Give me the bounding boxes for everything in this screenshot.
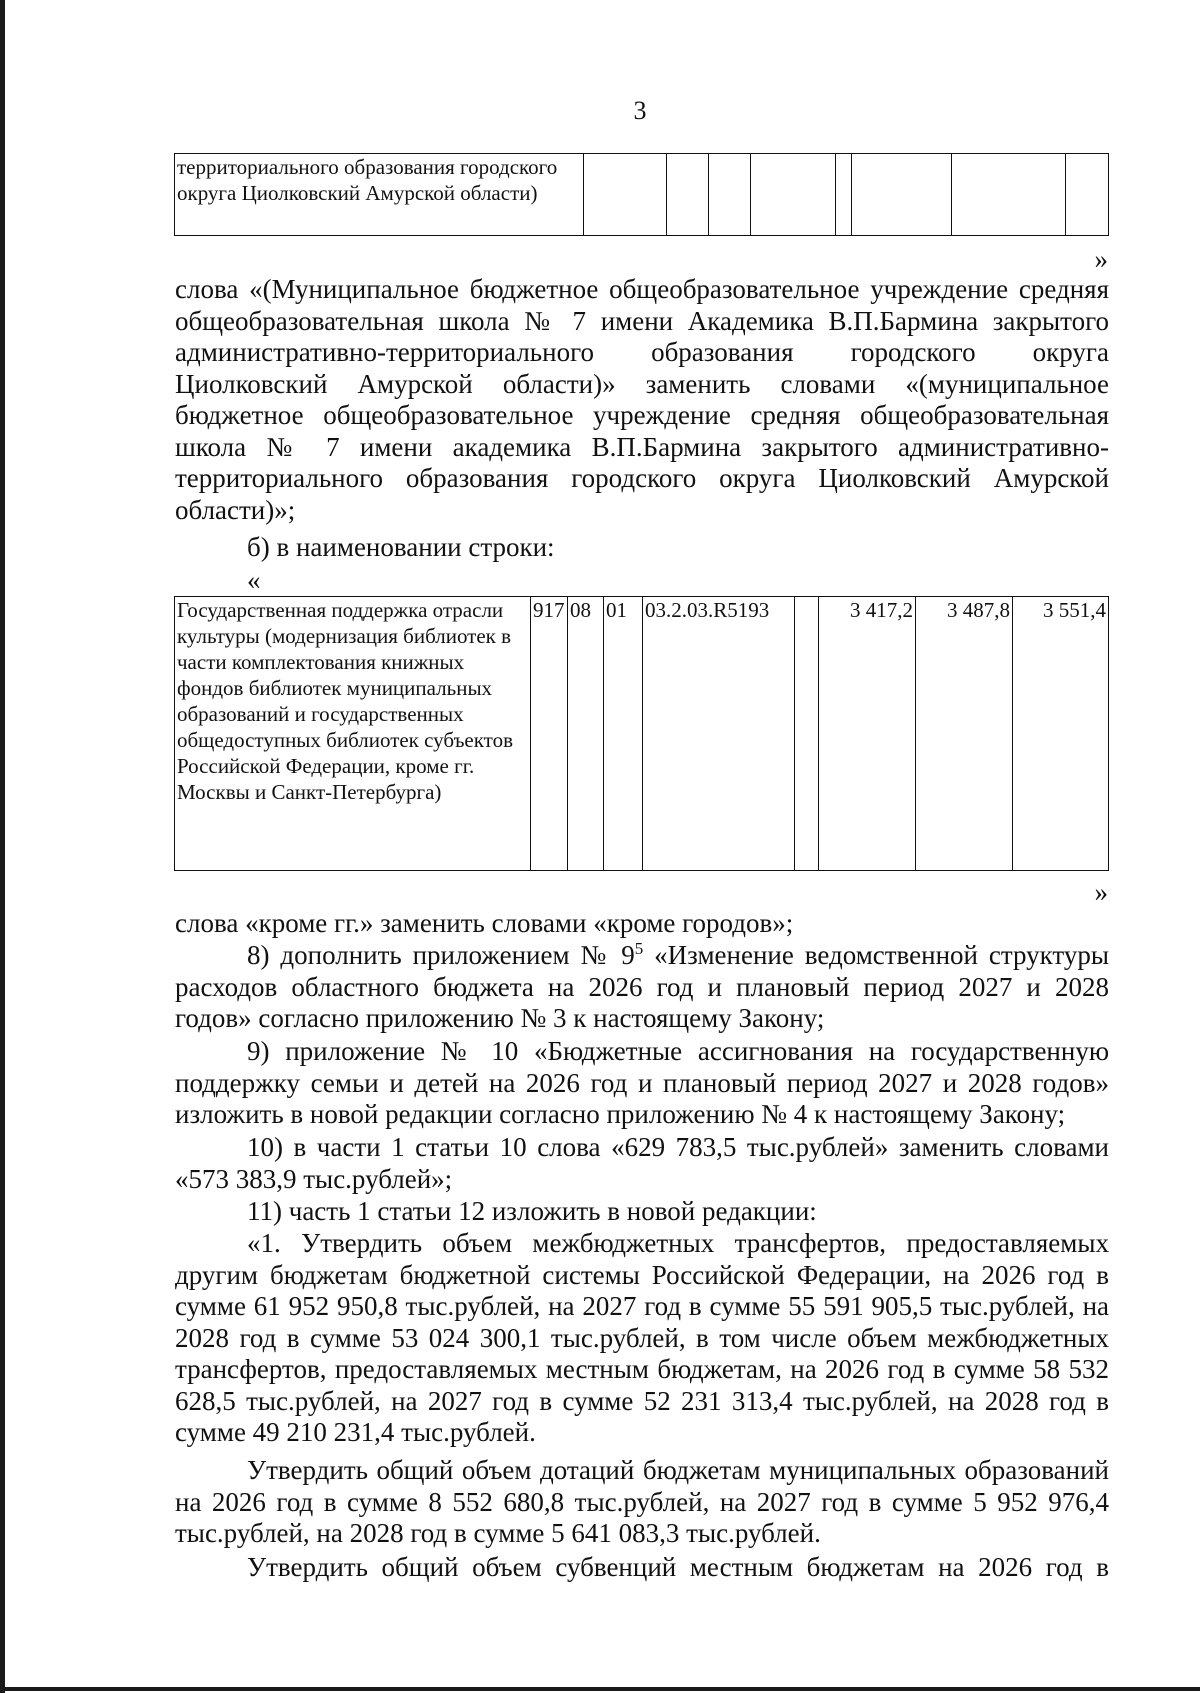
table-cell-section: 08	[568, 597, 604, 871]
table-fragment-top	[174, 153, 1109, 236]
table-cell-expense-type	[795, 597, 819, 871]
table-cell	[751, 154, 836, 236]
quote-paragraph-1: «1. Утвердить объем межбюджетных трансфертов, предоставляемых другим бюджетам бюджетной системы Российской Федерации, на 2026 год в сумме 61 952 950,8 тыс.рублей, на 2027 год в сумме 55 591 905,5 тыс.рублей, на 2028 год в сумме 53 024 300,1 тыс.рублей, в том числе объем межбюджетных трансфертов, предоставляемых местным бюджетам, на 2026 год в сумме 58 532 628,5 тыс.рублей, на 2027 год в сумме 52 231 313,4 тыс.рублей, на 2028 год в сумме 49 210 231,4 тыс.рублей.	[175, 1228, 1109, 1447]
table-cell-sum-2028: 3 551,4	[1013, 597, 1109, 871]
opening-quote-mark: «	[247, 565, 261, 595]
paragraph-replace-school-name: слова «(Муниципальное бюджетное общеобразовательное учреждение средняя общеобразовательная школа № 7 имени Академика В.П.Бармина закрытого административно-территориального образования городского округа Циолковский Амурской области)» заменить словами «(муниципальное бюджетное общеобразовательное учреждение средняя общеобразовательная школа № 7 имени академика В.П.Бармина закрытого административно-территориального образования городского округа Циолковский Амурской области)»;	[175, 274, 1109, 525]
table-cell-sum-2027: 3 487,8	[916, 597, 1013, 871]
table-cell	[584, 154, 667, 236]
table-cell	[1066, 154, 1109, 236]
table-cell	[852, 154, 952, 236]
item-b-label: б) в наименовании строки:	[247, 532, 555, 562]
budget-table-row	[174, 596, 1109, 871]
page-number: 3	[633, 96, 647, 125]
closing-quote-mark: »	[1094, 244, 1108, 274]
item-11-label: 11) часть 1 статьи 12 изложить в новой редакции:	[247, 1196, 817, 1226]
quote-paragraph-3: Утвердить общий объем субвенций местным бюджетам на 2026 год в	[247, 1552, 1109, 1582]
table-cell-name: территориального образования городского округа Циолковский Амурской области)	[175, 154, 584, 236]
table-cell-ministry: 917	[531, 597, 568, 871]
quote-paragraph-2: Утвердить общий объем дотаций бюджетам муниципальных образований на 2026 год в сумме 8 552 680,8 тыс.рублей, на 2027 год в сумме 5 952 976,4 тыс.рублей, на 2028 год в сумме 5 641 083,3 тыс.рублей.	[175, 1455, 1109, 1548]
scan-edge-left	[0, 0, 5, 1693]
table-cell-sum-2026: 3 417,2	[819, 597, 916, 871]
scan-edge-bottom	[0, 1687, 1200, 1691]
table-cell	[952, 154, 1066, 236]
table-row	[175, 154, 1109, 236]
table-cell	[667, 154, 709, 236]
item-8-paragraph: 8) дополнить приложением № $9^5$ «Изменение ведомственной структуры расходов областного бюджета на 2026 год и плановый период 2027 и 2028 годов» согласно приложению № 3 к настоящему Закону;	[175, 939, 1109, 1033]
table-cell	[836, 154, 852, 236]
item-10-paragraph: 10) в части 1 статьи 10 слова «629 783,5 тыс.рублей» заменить словами «573 383,9 тыс.рублей»;	[175, 1132, 1109, 1194]
table-row	[175, 597, 1109, 871]
table-cell	[709, 154, 751, 236]
table-cell-subsection: 01	[604, 597, 643, 871]
table-cell-name: Государственная поддержка отрасли культуры (модернизация библиотек в части комплектования книжных фондов библиотек муниципальных образований и государственных общедоступных библиотек субъектов Российской Федерации, кроме гг. Москвы и Санкт-Петербурга)	[175, 597, 531, 871]
table-cell-target-article: 03.2.03.R5193	[643, 597, 795, 871]
item-9-paragraph: 9) приложение № 10 «Бюджетные ассигнования на государственную поддержку семьи и детей на 2026 год и плановый период 2027 и 2028 годов» изложить в новой редакции согласно приложению № 4 к настоящему Закону;	[175, 1036, 1109, 1129]
closing-quote-mark: »	[1094, 877, 1108, 907]
paragraph-replace-cities: слова «кроме гг.» заменить словами «кроме городов»;	[175, 908, 794, 938]
